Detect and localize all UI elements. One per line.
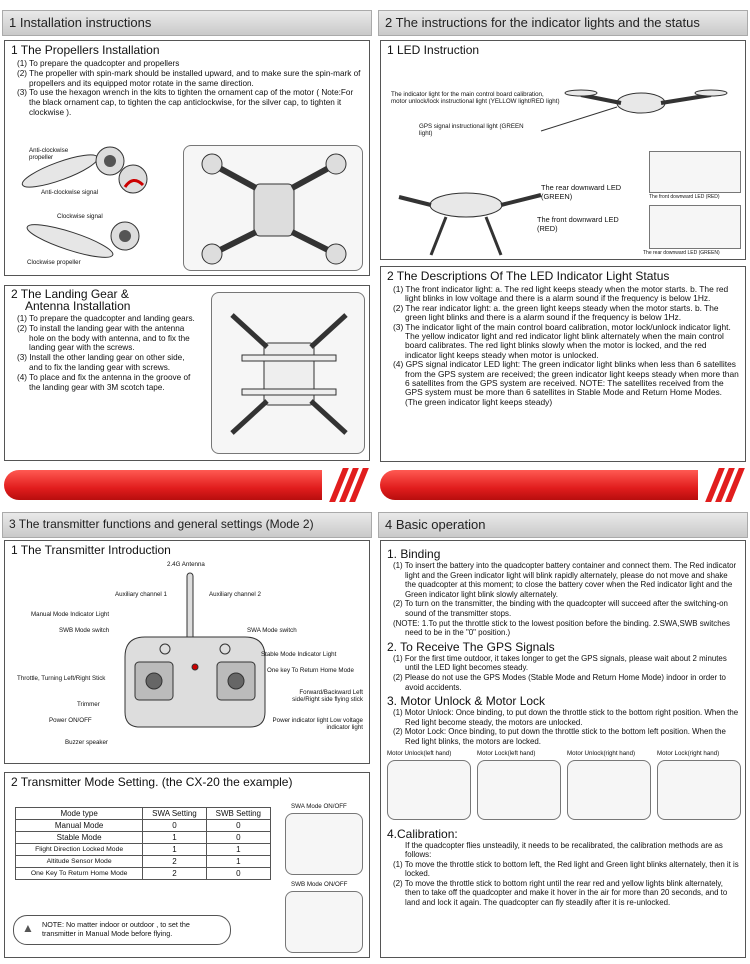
label-antenna: 2.4G Antenna [167,561,205,568]
landing-gear-steps [5,314,205,392]
table-row [16,844,271,856]
label-swb-switch: SWB Mode switch [59,627,110,634]
label-swa-switch: SWA Mode switch [247,627,297,634]
table-cell: 1 [206,856,270,868]
led-instruction-box [380,40,746,260]
table-row [16,820,271,832]
propellers-steps [5,59,369,118]
led-title: 1 LED Instruction [387,43,480,57]
prop-step: (1) To prepare the quadcopter and propellers [17,59,180,68]
motor-items [381,708,745,746]
led-desc-item: (2) The rear indicator light: a. the green light keeps steady when the motor starts. b. The green light blinks and there is a alarm sound if the frequency is below 1Hz. [393,302,719,323]
label-stable-mode-light: Stable Mode Indicator Light [261,651,337,658]
table-cell: 0 [206,868,270,880]
gear-step: (3) Install the other landing gear on other side, and to fix the landing gear with screws. [17,353,185,372]
gps-item: (2) Please do not use the GPS Modes (Stable Mode and Return Home Mode) indoor in order to avoid accidents. [393,672,726,692]
warning-icon: ▲ [22,921,34,935]
table-cell: Altitude Sensor Mode [16,856,143,868]
front-led-closeup [649,205,741,249]
quadcopter-image [183,145,363,271]
label-swb-onoff: SWB Mode ON/OFF [291,881,348,888]
gps-item: (1) For the first time outdoor, it takes longer to get the GPS signals, please wait about 2 minutes until the LED light becomes steady. [393,653,727,673]
label-anticlockwise-propeller: Anti-clockwise propeller [29,147,69,161]
transmitter-mode-box [4,772,370,958]
mode-note [13,915,231,945]
table-cell: 2 [143,856,206,868]
table-cell: 0 [143,820,206,832]
label-anticlockwise-signal: Anti-clockwise signal [41,189,99,196]
mode-note-text: NOTE: No matter indoor or outdoor , to set the transmitter in Manual Mode before flying. [42,920,190,938]
motor-unlock-right-image [567,760,651,820]
calibration-item: (2) To move the throttle stick to bottom right until the rear red and yellow lights blink alternately, then to take off the quadcopter and make it hover in the air for more than 20 seconds, and to land and lock it again. The quadcopter can fly steadily after it is re-unlocked. [393,878,728,908]
caption-unlock-right: Motor Unlock(right hand) [567,749,636,757]
label-clockwise-propeller: Clockwise propeller [27,259,81,266]
landing-gear-image [211,292,365,454]
caption-unlock-left: Motor Unlock(left hand) [387,749,452,757]
section-header-installation: 1 Installation instructions [2,10,372,36]
landing-gear-title-line1: 2 The Landing Gear & [11,287,129,301]
led-descriptions-title: 2 The Descriptions Of The LED Indicator Light Status [387,269,670,283]
motor-item: (2) Motor Lock: Once binding, to put down the throttle stick to the bottom left position. When the Red light blinks, the motors are locked. [393,727,726,746]
gear-step: (4) To place and fix the antenna in the groove of the landing gear with 3M scotch tape. [17,372,191,392]
section-basic-operation [378,512,748,538]
led-desc-item: (4) GPS signal indicator LED light: The green indicator light blinks when less than 6 satellites from the GPS system are received; the green indicator light keeps steady when more than 6 satellites from the GPS system are received. NOTE: The satellites received from the GPS system must be more than 6 satellites in Stable Mode and Return Home Modes. (The green indicator light keeps steady) [393,359,739,407]
table-header-row [16,808,271,820]
binding-item: (1) To insert the battery into the quadcopter battery container and connect them. The Red indicator light and the Green indicator light will blink rapidly alternately, please do not move and shake the quadcopter at this moment; to close the battery cover when the Red indicator light and the Green indicator light blink slowly alternately. [393,561,737,599]
banner-slashes [322,470,370,500]
propellers-title: 1 The Propellers Installation [11,43,160,57]
swb-switch-image [285,891,363,953]
section-header-indicator-lights: 2 The instructions for the indicator lights and the status [378,10,748,36]
label-rear-downward-led: The rear downward LED (GREEN) [541,183,622,201]
section-header-transmitter: 3 The transmitter functions and general settings (Mode 2) [2,512,372,538]
column-header: SWB Setting [206,808,270,820]
calibration-intro: If the quadcopter flies unsteadily, it needs to be recalibrated, the calibration methods are as follows: [405,840,723,860]
table-row [16,856,271,868]
binding-note: (NOTE: 1.To put the throttle stick to the lowest position before the binding. 2.SWA,SWB switches need to be in the "0" position.) [393,618,730,638]
table-cell: Stable Mode [16,832,143,844]
propellers-installation-box [4,40,370,276]
label-trimmer: Trimmer [77,701,100,708]
red-banner-right [380,470,746,500]
basic-operation-box [380,540,746,958]
table-cell: One Key To Return Home Mode [16,868,143,880]
section-installation [2,10,372,36]
prop-step: (2) The propeller with spin-mark should be installed upward, and to make sure the spin-mark of propellers and its equipped motor rotate in the same direction. [17,68,361,88]
label-power-indicator: Power indicator light Low voltage indicator light [272,717,363,731]
mode-table [15,807,271,880]
motor-title: 3. Motor Unlock & Motor Lock [387,694,546,709]
led-descriptions [381,285,745,407]
table-cell: 2 [143,868,206,880]
binding-item: (2) To turn on the transmitter, the binding with the quadcopter will succeed after the switching-on sound of the transmitter stops. [393,599,728,618]
motor-lock-right-image [657,760,741,820]
gear-step: (2) To install the landing gear with the antenna hole on the body with antenna, and to fix the landing gear with the screws. [17,323,190,353]
table-row [16,832,271,844]
label-throttle-stick: Throttle, Turning Left/Right Stick [17,675,106,682]
label-closeup-front: The front downward LED (RED) [649,194,720,200]
table-cell: 1 [143,844,206,856]
label-closeup-rear: The rear downward LED (GREEN) [643,250,720,256]
table-cell: 0 [206,832,270,844]
led-descriptions-box [380,266,746,462]
motor-lock-images [385,750,741,822]
label-calibration-light: The indicator light for the main control board calibration, motor unlock/lock instructional light (YELLOW light/RED light) [391,91,560,105]
rear-led-closeup [649,151,741,193]
column-header: SWA Setting [143,808,206,820]
motor-lock-left-image [477,760,561,820]
landing-gear-title-line2: Antenna Installation [25,299,131,313]
table-cell: Flight Direction Locked Mode [16,844,143,856]
table-row [16,868,271,880]
label-clockwise-signal: Clockwise signal [57,213,103,220]
label-power-switch: Power ON/OFF [49,717,92,724]
caption-lock-right: Motor Lock(right hand) [657,749,720,757]
section-header-basic-operation: 4 Basic operation [378,512,748,538]
binding-items [381,561,745,638]
column-header: Mode type [16,808,143,820]
gps-title: 2. To Receive The GPS Signals [387,639,555,654]
binding-title: 1. Binding [387,547,441,561]
table-cell: 0 [206,820,270,832]
label-aux-ch1: Auxiliary channel 1 [115,591,167,598]
label-buzzer: Buzzer speaker [65,739,108,746]
gear-step: (1) To prepare the quadcopter and landing gears. [17,314,195,323]
transmitter-mode-title: 2 Transmitter Mode Setting. (the CX-20 the example) [11,775,293,789]
red-banner-left [4,470,370,500]
label-gps-light: GPS signal instructional light (GREEN light) [419,123,524,137]
swa-switch-image [285,813,363,875]
label-front-downward-led: The front downward LED (RED) [537,215,619,233]
label-swa-onoff: SWA Mode ON/OFF [291,803,347,810]
label-direction-stick: Forward/Backward Left side/Right side flying stick [292,689,363,703]
section-transmitter [2,512,372,538]
label-return-home: One key To Return Home Mode [267,667,354,674]
transmitter-intro-box [4,540,370,764]
landing-gear-box [4,285,370,461]
motor-item: (1) Motor Unlock: Once binding, to put down the throttle stick to the bottom right position. When the Red light become steady, the motors are unlocked. [393,708,739,727]
motor-unlock-left-image [387,760,471,820]
banner-slashes [698,470,746,500]
table-cell: Manual Mode [16,820,143,832]
table-cell: 1 [143,832,206,844]
section-indicator-lights [378,10,748,36]
calibration-item: (1) To move the throttle stick to bottom left, the Red light and Green light blinks alternately, then it is locked. [393,859,739,879]
calibration-title: 4.Calibration: [387,826,458,841]
table-cell: 1 [206,844,270,856]
transmitter-intro-title: 1 The Transmitter Introduction [11,543,171,557]
gps-items [381,654,745,692]
calibration-items [381,841,745,908]
led-desc-item: (3) The indicator light of the main control board calibration, motor lock/unlock indicator light. The yellow indicator light and red indicator light blink alternately when the main control board calibrates. The red light blinks slowly when the motor is locked, and the red indicator light keeps steady when motor is unlocked. [393,321,731,360]
caption-lock-left: Motor Lock(left hand) [477,749,536,757]
label-aux-ch2: Auxiliary channel 2 [209,591,261,598]
prop-step: (3) To use the hexagon wrench in the kits to tighten the ornament cap of the motor ( Note:For the black ornament cap, to tighten the cap anticlockwise, for the silver cap, to tighten it clockwise ). [17,88,354,117]
label-manual-mode-light: Manual Mode Indicator Light [31,611,110,618]
led-desc-item: (1) The front indicator light: a. The red light keeps steady when the motor starts. b. The red light blinks in low voltage and there is a alarm sound if the frequency is below 1Hz. [393,284,729,304]
